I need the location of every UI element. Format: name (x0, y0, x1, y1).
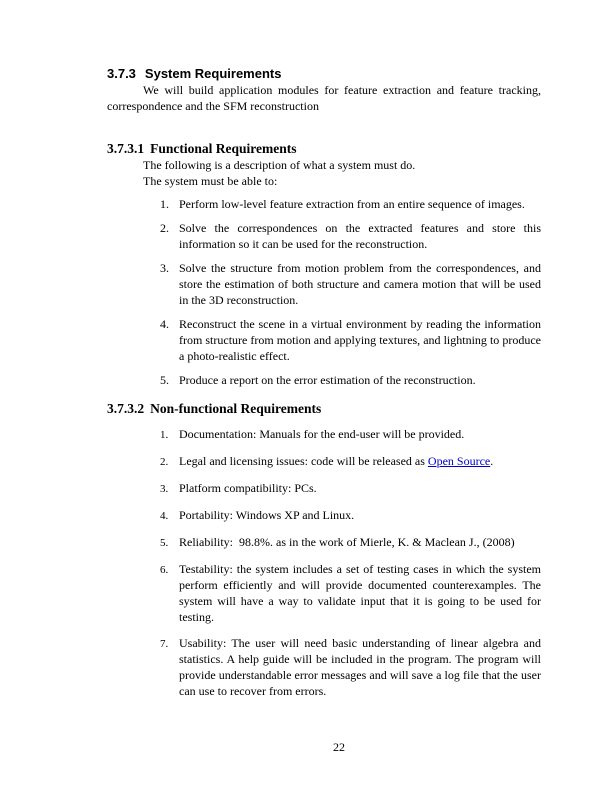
list-item-text (179, 453, 541, 470)
list-item-number: 6. (160, 564, 169, 576)
list-item-number: 5. (160, 373, 169, 387)
list-item-text-suffix: . (490, 454, 494, 468)
list-item (107, 196, 541, 212)
list-item-text: Reliability: 98.8%. as in the work of Mierle, K. & Maclean J., (2008) (179, 535, 515, 549)
list-item (107, 635, 541, 699)
list-item-text: Testability: the system includes a set of testing cases in which the system perform efficiently and will provide documented counterexamples. The system will have a way to validate input that it is going to be used for testing. (179, 562, 541, 624)
list-item-text-prefix: Legal and licensing issues: code will be released as (179, 454, 428, 468)
list-item (107, 561, 541, 625)
list-item-number: 1. (160, 429, 169, 441)
functional-requirements-list (107, 196, 541, 388)
list-item-text: Usability: The user will need basic understanding of linear algebra and statistics. A help guide will be included in the program. The program will provide understandable error messages and will save a log file that the user can use to recover from errors. (179, 636, 541, 698)
section-number: 3.7.3 (107, 66, 136, 81)
list-item (107, 480, 541, 497)
list-item-text: Portability: Windows XP and Linux. (179, 508, 355, 522)
section-title: Functional Requirements (150, 141, 297, 156)
list-item-text: Perform low-level feature extraction from an entire sequence of images. (179, 197, 525, 211)
list-item-number: 3. (160, 261, 169, 275)
list-item-text: Produce a report on the error estimation of the reconstruction. (179, 373, 476, 387)
section-title: System Requirements (144, 66, 282, 81)
list-item-number: 1. (160, 197, 169, 211)
list-item (107, 260, 541, 308)
section-title: Non-functional Requirements (150, 401, 322, 416)
list-item-number: 7. (160, 638, 169, 650)
list-item-text: Solve the correspondences on the extracted features and store this information so it can be used for the reconstruction. (179, 221, 541, 251)
list-item (107, 220, 541, 252)
list-item (107, 372, 541, 388)
functional-lead-paragraph: The following is a description of what a system must do. (143, 158, 416, 172)
section-number: 3.7.3.2 (107, 401, 145, 416)
nonfunctional-requirements-list (107, 426, 541, 699)
list-item-number: 4. (160, 510, 169, 522)
list-item (107, 316, 541, 364)
functional-list-intro: The system must be able to: (143, 174, 278, 188)
list-item (107, 507, 541, 524)
list-item-text: Solve the structure from motion problem from the correspondences, and store the estimation of both structure and camera motion that will be used in the 3D reconstruction. (179, 261, 541, 307)
list-item-number: 4. (160, 317, 169, 331)
list-item-number: 2. (160, 456, 169, 468)
page-number: 22 (333, 740, 345, 754)
section-3-7-3-2-heading (107, 400, 541, 417)
list-item (107, 426, 541, 443)
section-3-7-3-1-heading (107, 140, 541, 157)
page-content (107, 66, 541, 699)
section-3-7-3-heading (107, 66, 541, 82)
list-item-number: 3. (160, 483, 169, 495)
list-item-text: Platform compatibility: PCs. (179, 481, 317, 495)
list-item-number: 2. (160, 221, 169, 235)
list-item-text: Documentation: Manuals for the end-user will be provided. (179, 427, 465, 441)
section-number: 3.7.3.1 (107, 141, 145, 156)
list-item (107, 534, 541, 551)
list-item-number: 5. (160, 537, 169, 549)
list-item (107, 453, 541, 470)
open-source-link[interactable]: Open Source (427, 454, 491, 468)
list-item-text: Reconstruct the scene in a virtual environment by reading the information from structure from motion and applying textures, and lightning to produce a photo-realistic effect. (179, 317, 541, 363)
section-3-7-3-intro-paragraph: We will build application modules for feature extraction and feature tracking, correspondence and the SFM reconstruction (107, 83, 541, 113)
